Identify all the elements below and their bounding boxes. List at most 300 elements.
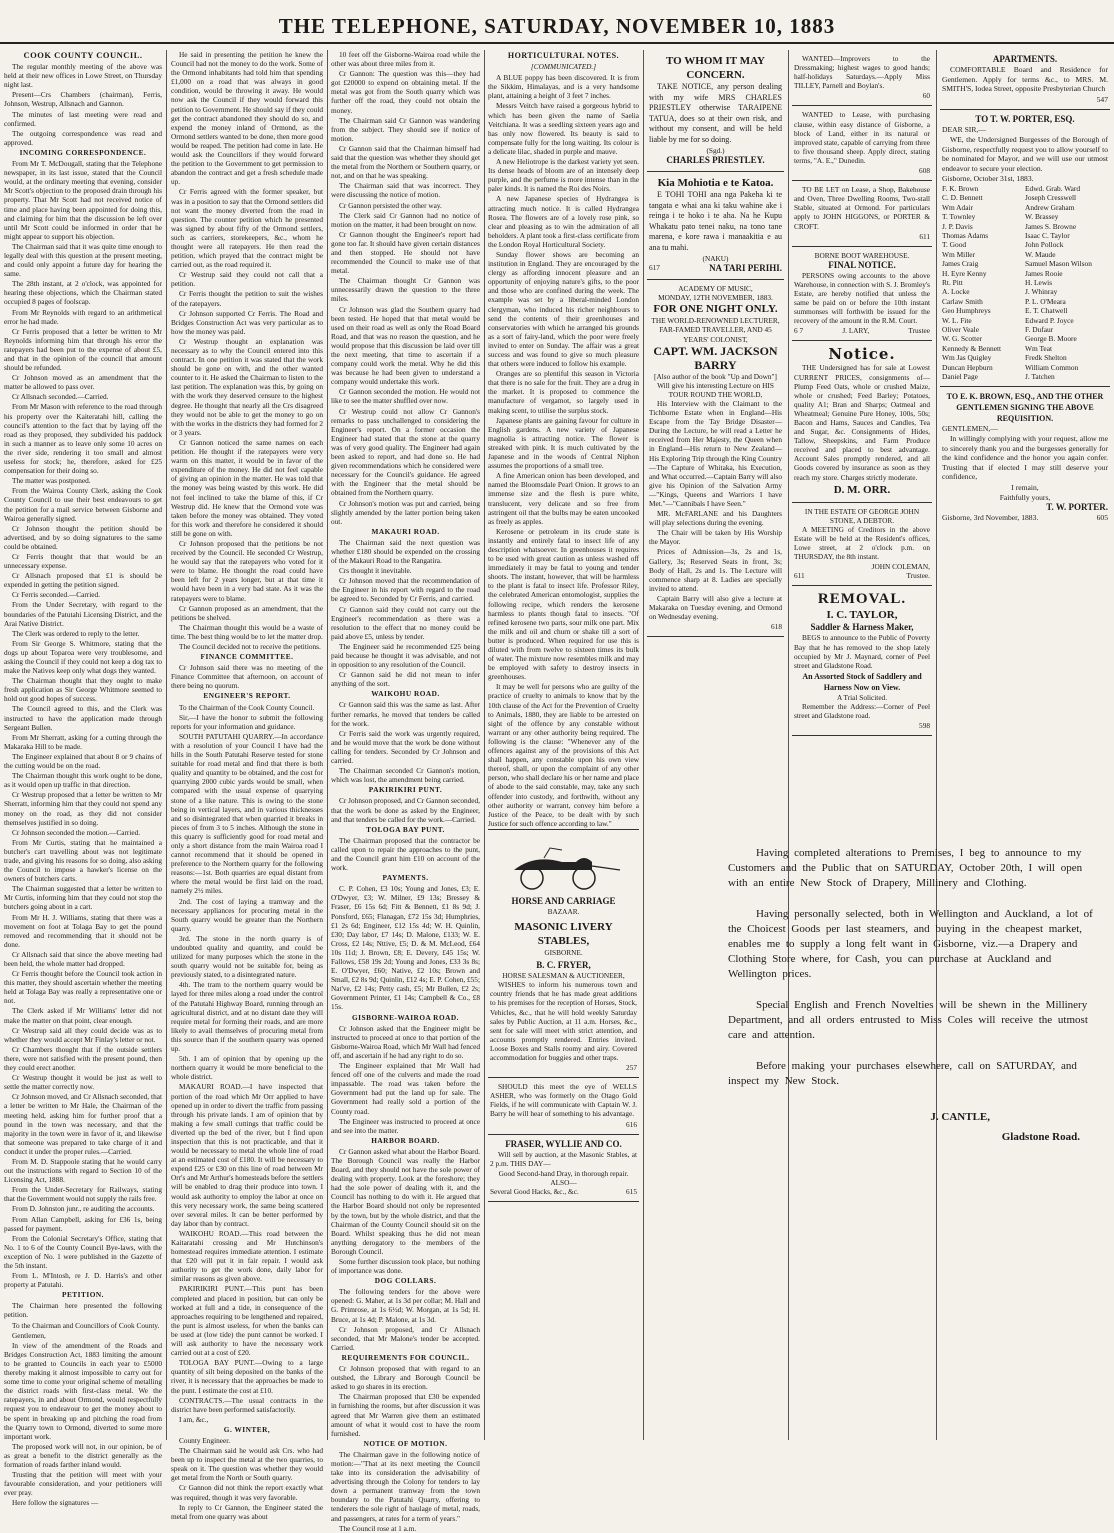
- ad-date: Gisborne, 3rd November, 1883.: [942, 513, 1039, 523]
- carriage-advertisement: [488, 829, 639, 1078]
- subheading: INCOMING CORRESPONDENCE.: [19, 147, 147, 157]
- article-paragraph: Cr Johnson seconded the motion.—Carried.: [12, 827, 141, 837]
- ad-number: 616: [626, 1119, 637, 1129]
- article-paragraph: Oranges are so plentiful this season in Victoria that there is no sale for the fruit. They are a drug in the market. It is proposed to commence the manufacture of vergamot, so largely used in making scent, to utilise the surplus stock.: [488, 369, 639, 415]
- signatory-name: George B. Moore: [1025, 334, 1077, 344]
- article-paragraph: The Chairman suggested that a letter be written to Mr Curtis, informing him that they could not stop the butchers going about in a cart.: [4, 884, 162, 912]
- signatory-name: T. Good: [942, 240, 967, 250]
- article-paragraph: Cr Gannon said they could not carry out the Engineer's recommendation as there was a resolution to the effect that no money could be paid above £5, unless by tender.: [331, 604, 480, 641]
- subheading: PAKIRIKIRI PUNT.: [368, 785, 443, 795]
- article-paragraph: The Chairman said that was incorrect. They were discussing the notice of motion.: [331, 181, 480, 200]
- article-paragraph: Cr Ferris proposed that a letter be written to Mr Reynolds informing him that through his error the ratepayers had been put to the expense of about £5, and that in the opinion of the council that amount should be refunded.: [4, 326, 162, 373]
- ad-line: I remain,: [1011, 483, 1039, 493]
- ad-body: A MEETING of Creditors in the above Estate will be held at the Resident's offices, Lowe street, at 2 o'clock p.m. on THURSDAY, the 8th instant.: [794, 524, 930, 562]
- ad-line: GENTLEMEN,—: [942, 424, 998, 434]
- column-rule: [788, 50, 789, 1440]
- article-paragraph: The Chairman thought that they ought to make fresh application as Sir George Whitmore seemed to hold out good hopes of success.: [4, 676, 162, 704]
- article-paragraph: Cr Johnson was glad the Southern quarry had been tested. He hoped that that metal would be used on their road as well as only the Road Board Road, and that was no reason the question, and he would propose that this discussion be laid over till the next meeting, that time to ascertain if a company could work the metal. Why he did this was because he had been given to understand a company would undertake this work.: [331, 304, 480, 387]
- article-paragraph: The Clerk was ordered to reply to the letter.: [12, 628, 140, 638]
- ad-number: 598: [919, 721, 930, 731]
- article-paragraph: Cr Ferris thought before the Council took action in this matter, they should ascertain whether the meeting held at Tolaga Bay was really a representative one or not.: [4, 969, 162, 1006]
- subheading: MAKAURI ROAD.: [371, 526, 440, 536]
- column-rule: [327, 50, 328, 1440]
- estate-advertisement: [792, 503, 932, 587]
- article-paragraph: Cr Gannon persisted the other way.: [339, 200, 442, 210]
- ad-body: COMFORTABLE Board and Residence for Gentlemen. Apply for terms &c., to MRS. M. SMITH'S, Iodea Street, opposite Presbyterian Church: [942, 65, 1108, 94]
- article-paragraph: Cr Westrup could not allow Cr Gannon's remarks to pass unchallenged to considering the Engineer's report. On a former occasion the Engineer had stated that the stone at the quarry was of very good quality. The Engineer had again been asked to report, and had done so. He had given recommendations which he considered were necessary for the Council's guidance. He agreed with the Engineer that the metal should be obtained from the Northern quarry.: [331, 406, 480, 498]
- article-paragraph: Gentlemen,: [12, 1330, 46, 1340]
- ad-body: His Interview with the Claimant to the Tichborne Estate when in England—His Escape from the Tay Bridge Disaster—During the Lecture, he will read a Letter he received from Her Majesty, the Queen when in England—His return to New Zealand—His Exploring Trip through the King Country—The Capture of Whitaka, his Execution, and What occurred.—Captain Barry will also give his Opinion of the Salvation Army—"Kings, Queens and Warriors I have Met."—"Cannibals I have Seen.": [649, 398, 782, 508]
- article-body: [171, 50, 323, 1521]
- article-paragraph: MAKAURI ROAD.—I have inspected that portion of the road which Mr Orr applied to have opened up in order to divert the traffic from passing through his private lands. I am of opinion that by making a few small cuttings that traffic could be diverted up the bed of the river, but I find upon inspection that this is not practicable, and that it would be necessary to metal the whole line of road at an estimated cost of £180. It will be necessary to expend £25 or £30 on this line of road between Mr Orr's and Mr Arthur's homesteads before the settlers will be enabled to drag their produce into town. I would ask authority to employ the labor at once on this very necessary work, the same being scattered over several miles. It can be better performed by day labor than by contract.: [171, 1082, 323, 1228]
- subheading: G. WINTER,: [223, 1424, 271, 1434]
- ad-paragraph: Before making your purchases elsewhere, call on SATURDAY, and inspect my New Stock.: [728, 1060, 1077, 1087]
- section-heading: HORTICULTURAL NOTES.: [507, 51, 620, 60]
- ad-number: 60: [922, 91, 930, 101]
- article-paragraph: 10 feet off the Gisborne-Wairoa road while the other was about three miles from it.: [331, 50, 480, 69]
- maori-notice-advertisement: [647, 172, 784, 280]
- academy-advertisement: [647, 280, 784, 637]
- ad-name: CHARLES PRIESTLEY.: [666, 155, 765, 166]
- article-paragraph: The Chairman thought this would be a waste of time. The best thing would be to let the matter drop.: [171, 622, 323, 641]
- signatory-name: Oliver Veale: [942, 325, 980, 335]
- article-paragraph: The Chairman said that it was quite time enough to legally deal with this question at the present meeting, and could only appoint a future day for hearing the same.: [4, 241, 162, 279]
- article-paragraph: TOLOGA BAY PUNT.—Owing to a large quantity of silt being deposited on the banks of the river, it is necessary that the approaches be made to the punt. I estimate the cost at £10.: [171, 1358, 323, 1395]
- ad-date: MONDAY, 12TH NOVEMBER, 1883.: [658, 293, 773, 303]
- section-heading: COOK COUNTY COUNCIL.: [23, 50, 143, 60]
- article-paragraph: A fine American onion has been developed, and named the Bloomsdale Pearl Onion. It grows to an immense size and the flesh is pure white, translucent, very delicate and so free from astringent oil that the bulbs may be eaten uncooked as freely as apples.: [488, 471, 639, 526]
- ad-title: TO T. W. PORTER, ESQ.: [975, 114, 1075, 125]
- porter-requisition: [940, 110, 1110, 387]
- ad-title: APARTMENTS.: [992, 54, 1058, 64]
- ad-title: BORNE BOOT WAREHOUSE.: [814, 250, 910, 260]
- column-rule: [166, 50, 167, 1440]
- signatory-name: Joseph Cresswell: [1025, 193, 1077, 203]
- ad-body: TAKE NOTICE, any person dealing with my wife MRS CHARLES PRIESTLEY otherwise TARAIPENE TATUA, does so at their own risk, and without my consent, and will be held liable by me for so doing.: [649, 82, 782, 144]
- ad-body: In willingly complying with your request, allow me to sincerely thank you and the burgesses generally for the kind confidence and the honor you again confer. Trusting that if elected I may still deserve your confidence,: [942, 434, 1108, 482]
- article-paragraph: From the Under Secretary, with regard to the boundaries of the Patutahi Licensing District, and the Arai Native District.: [4, 600, 162, 628]
- ad-line: ALSO—: [550, 1177, 577, 1187]
- signatory-name: A. Locke: [942, 287, 970, 297]
- article-paragraph: Here follow the signatures —: [12, 1498, 99, 1508]
- article-paragraph: Cr Gannon said he did not mean to infer anything of the sort.: [331, 670, 480, 689]
- article-paragraph: 4th. The tram to the northern quarry would be layed for three miles along a road under the control of the Patutahi Highway Board, running through an agricultural district, and at no distant date they will require metal for forming their roads, and are more likely to avail themselves of procuring metal from this source than if the southern quarry was opened up.: [171, 980, 323, 1054]
- article-paragraph: A new Heliotrope is the darkest variety yet seen. Its dense heads of bloom are of an intensely deep purple, and the perfume is more intense than in the paler kinds. It is named the Roi des Noirs.: [488, 157, 639, 194]
- article-paragraph: The Chairman here presented the following petition.: [4, 1301, 162, 1320]
- article-paragraph: Cr Ferris said the work was urgently required, and he would move that the work be done without calling for tenders. Seconded by Cr Johnson and carried.: [331, 728, 480, 766]
- article-paragraph: The Chairman gave in the following notice of motion:—"That at its next meeting the Council take into its consideration the advisability of advertising through the Colony for tenders to lay down a permanent tramway from the town boundary to the Patutahi Quarry, offering to tenderers the sole right of haulage of metal, roads, and passengers, at rates for a term of years.": [331, 1449, 480, 1523]
- article-paragraph: Kerosene or petroleum in its crude state is instantly and entirely fatal to insect life of any description whatsoever. In greenhouses it requires to be used with great caution as unless washed off immediately it may be fatal to young and tender shoots. The instant, however, that will be harmless to the plant is fatal to insect life. Professor Riley, the celebrated American entomologist, supplies the following recipe, which renders the kerosene harmless to plants though fatal to insects. "Of refined kerosene two parts, sour milk one part. Mix the milk and oil and churn or shake till a sort of butter is produced. When required for use this is diluted with from twelve to sixteen times its bulk of water. The mixture now resembles milk and may be employed with safety to destroy insects in greenhouses.: [488, 526, 639, 682]
- subheading: PETITION.: [61, 1290, 104, 1300]
- ad-body: THE Undersigned has for sale at Lowest CURRENT PRICES, consignments of—Plump Feed Oats, whole or crushed Maize, whole or crushed; Feed Barley; Potatoes, quality A1; Bran and Sharps; Oatmeal and Wheatmeal; Genuine Pure Honey, 100s, 50s; Bacon and Hams, Sauces and Candles, Tea and Sugar, &c. Consignments of Hides, Tallow, Sheepskins, and Farm Produce received and placed to best advantage. Account Sales promptly rendered, and all Goods covered by insurance as soon as they reach my store. Charges strictly moderate.: [794, 363, 930, 482]
- ad-line: [Also author of the book "Up and Down"] Will give his interesting Lecture on HIS TOUR ROUND THE WORLD,: [654, 371, 777, 399]
- article-paragraph: Cr Johnson asked that the Engineer might be instructed to proceed at once to that portion of the Gisborne-Wairoa Road, which Mr Wall had fenced off, and ascertain if he had any right to do so.: [331, 1023, 480, 1060]
- article-paragraph: The proposed work will not, in our opinion, be of as great a benefit to the district generally as the formation of roads farther inland would.: [4, 1441, 162, 1469]
- column-notices: [647, 50, 784, 730]
- ad-subtitle: BAZAAR.: [547, 906, 580, 916]
- article-paragraph: Japanese plants are gaining favour for culture in English gardens. A new variety of Japanese magnolia is attracting notice. The flower is streaked with pink. It is much cultivated by the Japanese and in the woods of Central Niphon assumes the proportions of a small tree.: [488, 415, 639, 471]
- orr-notice-advertisement: [792, 341, 932, 502]
- subheading: WAIKOHU ROAD.: [371, 689, 440, 699]
- article-paragraph: Cr Allsnach seconded.—Carried.: [12, 392, 109, 402]
- column-council-report-cont: [331, 50, 480, 1533]
- article-paragraph: From Mr H. J. Williams, stating that there was a movement on foot at Tolaga Bay to get the pound removed and recommending that it should not be done.: [4, 912, 162, 949]
- column-rule: [643, 50, 644, 1440]
- ad-line: A Trial Solicited.: [836, 692, 888, 702]
- article-paragraph: The minutes of last meeting were read and confirmed.: [4, 109, 162, 128]
- ad-title: Notice.: [828, 345, 896, 364]
- signatory-name: James Craig: [942, 259, 979, 269]
- signatory-name: James S. Browne: [1025, 221, 1077, 231]
- article-paragraph: Present—Crs Chambers (chairman), Ferris, Johnson, Westrup, Allsnach and Gannon.: [4, 90, 162, 109]
- column-rule: [936, 50, 937, 1440]
- ad-name: J. CANTLE,: [930, 1111, 990, 1123]
- ad-title: FINAL NOTICE.: [828, 259, 896, 270]
- article-paragraph: The Engineer explained that about 8 or 9 chains of the cutting would be on the road.: [4, 751, 162, 771]
- article-paragraph: From Mr Mason with reference to the road through his property over the Kaiteratahi hill, calling the council's attention to the fact that by laying off the road as they proposed, they subdivided his paddock in such a manner as to leave only some 10 acres on the river side, rendering it too small and almost useless for stock; he, therefore, asked for £25 compensation for their doing so.: [4, 402, 162, 476]
- ad-title: MASONIC LIVERY STABLES,: [514, 921, 613, 948]
- ad-body: Will sell by auction, at the Masonic Stables, at 2 p.m. THIS DAY—: [490, 1149, 637, 1168]
- ad-number: 257: [626, 1063, 637, 1073]
- article-paragraph: Crs thought it inevitable.: [339, 566, 412, 576]
- article-paragraph: From Sir George S. Whitmore, stating that the dogs up about Toparoa were very troublesome, and asking the Council if they could not keep a dog tax to make the Natives keep only what dogs they wanted.: [4, 638, 162, 676]
- article-paragraph: It may be well for persons who are guilty of the practice of cruelty to animals to know that by the 10th clause of the Act for the Prevention of Cruelty to Animals, 1880, they are liable to be arrested on sight of the offence by any constable without warrant or any other authority being required. The following is the clause: "Whenever any of the offences against any of the provisions of this Act shall happen, any constable upon his own view thereof, shall, or upon the complaint of any other person, who shall declare his or her name and place of abode to the said constable, may, take any such offender into custody, and forthwith, without any other authority or warrant, convey him before a Justice of the Peace, to be dealt with by such Justice for such offence according to law.": [488, 682, 639, 828]
- ad-title: TO E. K. BROWN, ESQ., AND THE OTHER GENTLEMEN SIGNING THE ABOVE REQUISITION.: [946, 392, 1104, 424]
- article-paragraph: Cr Chambers thought that if the outside settlers there, were not satisfied with the present pound, then they could erect another.: [4, 1044, 162, 1073]
- ad-title: Kia Mohiotia e te Katoa.: [657, 177, 774, 190]
- signatory-name: P. L. O'Meara: [1025, 296, 1066, 306]
- fraser-advertisement: [488, 1135, 639, 1202]
- ad-name: CAPT. WM. JACKSON BARRY: [653, 343, 778, 372]
- article-paragraph: The 28th instant, at 2 o'clock, was appointed for hearing these objections, which the Chairman stated occupied 8 pages of foolscap.: [4, 279, 162, 307]
- ad-line: An Assorted Stock of Saddlery and Harness Now on View.: [802, 671, 922, 692]
- article-paragraph: Cr Gannon said this was the same as last. After further remarks, he moved that tenders be called for the work.: [331, 700, 480, 728]
- signatory-name: William Common: [1025, 362, 1079, 372]
- article-body: [4, 62, 162, 1507]
- subheading: ENGINEER'S REPORT.: [203, 691, 291, 701]
- signatory-name: C. D. Bennett: [942, 193, 983, 203]
- ad-number: 611: [794, 571, 805, 581]
- ad-role: Trustee.: [906, 571, 930, 581]
- article-paragraph: From the Under-Secretary for Railways, stating that the Government would not supply the rails free.: [4, 1185, 162, 1204]
- article-paragraph: Cr Johnson's motion was put and carried, being slightly amended by the latter portion being taken out.: [331, 498, 480, 526]
- article-paragraph: Cr Allsnach proposed that £1 is should be expended in getting the petition signed.: [4, 571, 162, 590]
- article-paragraph: Cr Ferris thought that that would be an unnecessary expense.: [4, 551, 162, 571]
- column-horticulture: [488, 50, 639, 1440]
- article-paragraph: In reply to Cr Gannon, the Engineer stated the metal from one quarry was about: [171, 1502, 323, 1521]
- removal-advertisement: [792, 586, 932, 736]
- signatory-name: Duncan Hepburn: [942, 362, 993, 372]
- column-council-report: [4, 50, 162, 1508]
- article-paragraph: Cr Johnson moved as an amendment that the matter be allowed to pass over.: [4, 373, 162, 392]
- article-paragraph: From the Colonial Secretary's Office, stating that No. 1 to 6 of the County Council Bye-laws, with the exception of No. 1 were published in the Gazette of the 5th instant.: [4, 1233, 162, 1270]
- subheading: HARBOR BOARD.: [371, 1135, 440, 1145]
- article-paragraph: The outgoing correspondence was read and approved.: [4, 128, 162, 147]
- article-body: [488, 73, 639, 828]
- article-paragraph: Some further discussion took place, but nothing of importance was done.: [331, 1257, 480, 1276]
- ad-body: BEGS to announce to the Public of Poverty Bay that he has removed to the shop lately occupied by Mr J. Maynard, corner of Peel street and Gladstone Road.: [794, 633, 930, 670]
- signatory-column: [1025, 184, 1108, 382]
- ad-role: Saddler & Harness Maker,: [810, 622, 914, 633]
- article-paragraph: To the Chairman of the Cook County Council.: [179, 702, 315, 712]
- ad-body: [728, 846, 1100, 1089]
- ad-paragraph: Having personally selected, both in Wellington and Auckland, a lot of the Choicest Goods per last steamers, and buying in the cheapest market, enables me to supply a long felt want in Gisborne, viz.—a Drapery and Clothing Store where, for Cash, you can purchase at Auckland and Wellington prices.: [728, 908, 1093, 980]
- ad-body: PERSONS owing accounts to the above Warehouse, in connection with S. J. Bromley's Estate, are hereby notified that unless the same be paid on or before the 10th instant summonses will forthwith be issued for the recovery of the amount in the R.M. Court.: [794, 270, 930, 326]
- ad-line: (Sgd.): [706, 146, 725, 155]
- signatory-column: [942, 184, 1025, 382]
- article-paragraph: CONTRACTS.—The usual contracts in the district have been performed satisfactorily.: [171, 1395, 323, 1414]
- ad-name: T. W. PORTER.: [1046, 502, 1108, 513]
- column-rule: [484, 50, 485, 1440]
- article-paragraph: To the Chairman and Councillors of Cook County.: [12, 1320, 160, 1330]
- signatory-name: Edward P. Joyce: [1025, 315, 1074, 325]
- subheading: PAYMENTS.: [382, 873, 429, 883]
- ad-role: Trustee: [908, 326, 930, 336]
- article-paragraph: Cr Johnson proposed that with regard to an outshed, the Library and Borough Council be asked to go shares in its erection.: [331, 1364, 480, 1392]
- article-paragraph: Cr Westrup proposed that a letter be written to Mr Sherratt, informing him that they could not spend any money on the road, as they did not consider themselves justified in so doing.: [4, 790, 162, 827]
- article-paragraph: Cr Gannon did not think the report exactly what was required, though it was very favorable.: [171, 1483, 323, 1502]
- masthead: [0, 0, 1114, 44]
- article-paragraph: He said in presenting the petition he knew the Council had not the money to do the work. Some of the Ormond inhabitants had told him that spending £1,000 on a road that was always in good condition, would be throwing it away. He would now ask the Council if they would forward this petition to Government. He should say if they could get the contract abandoned they should do so, and expend the money inland of Ormond, as the Ormond settlers wanted to be done, then more good would be reaped. The petition had come in late. He would ask the Councillors if they would forward the petition to the Government to get permission to abandon the contract and get a fresh schedule made up.: [171, 50, 323, 187]
- ad-title: TO WHOM IT MAY CONCERN.: [666, 55, 765, 81]
- signatory-name: F. Dufaur: [1025, 325, 1054, 335]
- subheading: FINANCE COMMITTEE.: [200, 652, 294, 662]
- signatory-name: Isaac C. Taylor: [1025, 230, 1070, 240]
- ad-body: Remember the Address:—Corner of Peel street and Gladstone road.: [794, 701, 930, 720]
- apartments-advertisement: [940, 50, 1110, 110]
- signatory-name: Rt. Pitt: [942, 278, 963, 287]
- article-paragraph: Cr Johnson proposed, and Cr Allsnach seconded, that Mr Malone's tender be accepted. Carried.: [331, 1324, 480, 1352]
- signatory-name: J. Tatchen: [1025, 372, 1055, 382]
- ad-name: I. C. TAYLOR,: [826, 609, 898, 622]
- to-let-advertisement: [792, 181, 932, 247]
- ad-title: FRASER, WYLLIE AND CO.: [505, 1138, 622, 1149]
- masthead-title: THE TELEPHONE, SATURDAY, NOVEMBER 10, 1883: [278, 14, 836, 38]
- article-paragraph: Cr Johnson moved that the recommendation of the Engineer in his report with regard to the road be agreed to. Seconded by Cr Ferris, and carried.: [331, 576, 480, 604]
- article-paragraph: Cr Westrup thought it would be just as well to settle the matter correctly now.: [4, 1073, 162, 1092]
- signatory-name: J. Whinray: [1025, 287, 1058, 297]
- signatory-name: Samuel Mason Wilson: [1025, 259, 1092, 269]
- ad-date: Gisborne, October 31st, 1883.: [942, 174, 1034, 184]
- column-council-report-cont: [171, 50, 323, 1521]
- whom-it-may-concern-advertisement: [647, 50, 784, 172]
- signatory-list: [942, 184, 1108, 382]
- article-paragraph: SOUTH PATUTAHI QUARRY.—In accordance with a resolution of your Council I have had the hills in the South Patutahi Reserve tested for stone suitable for road metal and find that there is both quality and quantity to be obtained, and the cost for quarrying 2000 cubic yards would be small, when compared with the usual expense of quarrying stone of a like nature. This is owing to the stone being in vertical layers, and in various thicknesses and so disintegrated that when quarried it breaks in pieces of from 3 to 5 inches. Although the stone in this quarry is sufficiently good for road metal and only a short distance from the main Wairoa road I cannot recommend that it should be opened in preference to the Northern quarry for the following reasons:—1st. Both quarries are equal distant from where the metal would be first laid on the road, namely 2½ miles.: [171, 731, 323, 896]
- ad-name: B. C. FRYER,: [536, 960, 591, 971]
- article-paragraph: Cr Gannon: The question was this—they had got £20000 to expend on obtaining metal. If the metal was got from the South quarry which was further off the road, they could not obtain the money.: [331, 69, 480, 115]
- signatory-name: W. Brassey: [1025, 212, 1059, 222]
- article-paragraph: Cr Johnson moved, and Cr Allsnach seconded, that a letter be written to Mr Hale, the Chairman of the meeting held, asking him for further proof that a pound in the town was necessary, and that the majority in the town were in favor of it, and likewise that someone was prepared to take charge of it and conduct it under the proper rules.—Carried.: [4, 1092, 162, 1156]
- article-paragraph: A BLUE poppy has been discovered. It is from the Sikkim, Himalayas, and is a very handsome plant, attaining a height of 3 feet 7 inches.: [488, 73, 639, 101]
- signatory-name: J. P. Davis: [942, 221, 973, 231]
- article-paragraph: Cr Gannon asked what about the Harbor Board. The Borough Council was really the Harbor Board, and they should not have the sole power of dealing with property. Look at the foreshore; they had the sole power of dealing with it, and the Council has nothing to do with it. He argued that the Harbor Board should not only be represented by the town, but by the whole district, and that the Chairman of the County Council should sit on the Board. Whilst speaking thus he did not mean anything derogatory to the members of the Borough Council.: [331, 1146, 480, 1256]
- article-paragraph: The Chairman thought this work ought to be done, as it would open up traffic in that direction.: [4, 771, 162, 790]
- signatory-name: James Rooie: [1025, 268, 1063, 278]
- ad-title: ACADEMY OF MUSIC,: [678, 284, 753, 294]
- article-paragraph: From L. M'Intosh, re J. D. Harris's and other property at Patutahi.: [4, 1271, 162, 1290]
- article-paragraph: From the Wairoa County Clerk, asking the Cook County Council to use their best endeavours to get the petition for a mail service between Gisborne and Wairoa generally signed.: [4, 486, 162, 523]
- article-paragraph: From Mr Sherratt, asking for a cutting through the Makaraka Hill to be made.: [4, 732, 162, 751]
- article-paragraph: Cr Gannon said that the Chairman himself had said that the question was whether they should get the metal from the Northern or Southern quarry, or not, and on that he was speaking.: [331, 143, 480, 181]
- ad-body: TO BE LET on Lease, a Shop, Bakehouse and Oven, Three Dwelling Rooms, Two-stall Stable, situated at Ormond. For particulars apply to JOHN HIGGONS, or PORTER & CROFT.: [794, 185, 930, 231]
- article-paragraph: Cr Westrup said all they could decide was as to whether they would accept Mr Finlay's letter or not.: [4, 1025, 162, 1044]
- ad-number: 615: [626, 1187, 637, 1197]
- ad-number: 6 7: [794, 326, 804, 336]
- signatory-name: Wm Teat: [1025, 343, 1053, 353]
- signatory-name: Thomas Adams: [942, 230, 989, 240]
- article-paragraph: The Council decided not to receive the petitions.: [179, 642, 321, 651]
- ad-paragraph: Special English and French Novelties will be shewn in the Millinery Department, and all orders entrusted to Miss Coles will receive the utmost care and attention.: [728, 999, 1088, 1041]
- article-paragraph: The Chairman said Cr Gannon was wandering from the subject. They should see if notice of motion.: [331, 115, 480, 143]
- article-paragraph: The following tenders for the above were opened: G. Maher, at 1s 3d per collar; M. Hall and G. Primrose, at 1s 6½d; W. Morgan, at 1s 5d; H. Bruce, at 1s 4d; P. Malone, at 1s 3d.: [331, 1287, 480, 1324]
- ad-body: MR. McFARLANE and his Daughters will play selections during the evening.: [649, 509, 782, 528]
- article-paragraph: Cr Johnson proposed that the petitions be not received by the Council. He seconded Cr Westrup, he would say that the ratepayers who voted for it were to blame. He thought the road could have been left for 2 years longer, but at that time it would have been in a very bad state. As it was the ratepayers were to blame.: [171, 538, 323, 603]
- article-paragraph: The Chairman said the next question was whether £180 should be expended on the crossing of the Makauri Road to the Rangatira.: [331, 537, 480, 566]
- article-paragraph: C. P. Cohen, £3 10s; Young and Jones, £3; E. O'Dwyer, £3; W. Milner, £9 13s; Bressey & Fraser, £6 15s 6d; Fitt & Bennett, £1 8s 9d; J. Ponsford, £65; Flanagan, £72 15s 3d; Humphries, £1 2s 6d; Engineer, £12 15s 4d; W. H. Quinlin, £30; Day labor, £7 14s; D. Malone, £133; W. E. Cross, £2 14s; Nttive, £5; D. & M. McLeod, £64 10s 11d; J. Brown, £8; E. Devery, £45 15s; W. Fallows, £58 19s 2d; Young and Jones, £33 3s 8s; E. O'Dwyer, £60; Native, £2 10s; Brown and Small, £2 8s 9d; Quinlin, £12 4s; E. P. Cohen, £55; Nat've, £2 14s; Petty cash, £5; Mr Bullen, £2 2s; Government Printer, £1 14s; Campbell & Co., £8 15s.: [331, 884, 480, 1012]
- article-paragraph: 3rd. The stone in the north quarry is of undoubted quality and quantity, and could be utilized for many purposes which the stone in the south quarry would not be suitable for, being as previously stated, to a disintegrated nature.: [171, 933, 323, 980]
- article-paragraph: I am, &c.,: [179, 1414, 209, 1424]
- column-advertisements: [792, 50, 932, 730]
- signatory-name: Geo Humphreys: [942, 306, 991, 316]
- subheading: DOG COLLARS.: [374, 1276, 437, 1286]
- ad-line: (NAKU): [702, 254, 729, 264]
- article-paragraph: Cr Gannon thought the Engineer's report had gone too far. It should have given certain distances and then stopped. He should not have recommended the Council to make use of that metal.: [331, 229, 480, 276]
- ad-name: D. M. ORR.: [833, 483, 891, 496]
- ad-number: 618: [771, 622, 782, 632]
- ad-paragraph: Having completed alterations to Premises, I beg to announce to my Customers and the Public that on SATURDAY, October 20th, I will open with an entire New Stock of Drapery, Millinery and Clothing.: [728, 847, 1083, 889]
- signatory-name: Fredk Shelton: [1025, 353, 1067, 363]
- article-paragraph: The Clerk said Cr Gannon had no notice of motion on the matter, it had been brought on now.: [331, 210, 480, 229]
- ad-name: JOHN COLEMAN,: [871, 562, 930, 572]
- article-paragraph: Messrs Veitch have raised a gorgeous hybrid to which has been given the name of Saelia Veitchiana. It was a seedling sixteen years ago and has only now flowered. Its beauty is said to compensate fully for the long waiting. Its colour is a delicate lilac, shaded in purple and mauve.: [488, 101, 639, 156]
- subheading: REQUIREMENTS FOR COUNCIL.: [341, 1352, 470, 1362]
- article-paragraph: Cr Ferris seconded.—Carried.: [12, 590, 100, 600]
- cantle-advertisement: [728, 846, 1100, 1143]
- signatory-name: T. Townley: [942, 212, 976, 222]
- article-paragraph: From Allan Campbell, asking for £36 1s, being passed for payment.: [4, 1214, 162, 1233]
- ad-line: Good Second-hand Dray, in thorough repair.: [498, 1168, 629, 1178]
- wanted-lease-advertisement: [792, 106, 932, 181]
- carriage-illustration-icon: [504, 840, 624, 892]
- article-paragraph: County Engineer.: [179, 1435, 231, 1445]
- article-paragraph: From Mr Reynolds with regard to an arithmetical error he had made.: [4, 307, 162, 326]
- article-paragraph: Cr Westrup said they could not call that a petition.: [171, 270, 323, 289]
- signatory-name: H. Eyre Kenny: [942, 268, 987, 278]
- article-paragraph: Cr Westrup thought an explanation was necessary as to why the Council entered into this contract. In one petition it was stated that the work should be gone on with, and the other wanted counter to it. He asked the Chairman to listen to the last petition. The explanation was this, by going on with the work they deserved censure to the highest degree. He thought that nearly all the Crs disagreed they would not be able to get the money to go on with the works in the districts they had formed for 2 or 3 years.: [171, 336, 323, 437]
- article-paragraph: The Engineer was instructed to proceed at once and see into the matter.: [331, 1116, 480, 1135]
- ad-body: SHOULD this meet the eye of WELLS ASHER, who was formerly on the Otago Gold Fields, if he will communicate with Captain W. J. Barry he will hear of something to his advantage.: [490, 1082, 637, 1119]
- article-paragraph: Cr Johnson proposed, and Cr Gannon seconded, that the work be done as asked by the Engineer, and that tenders be called for the work.—Carried.: [331, 796, 480, 824]
- porter-reply: [940, 387, 1110, 527]
- signatory-name: John Pollock: [1025, 240, 1064, 250]
- signatory-name: H. Lewis: [1025, 278, 1053, 287]
- article-paragraph: Cr Ferris agreed with the former speaker, but was in a position to say that the Ormond settlers did not want the money diverted from the road in question. The counter petition which he presented was signed by about fifty of the Ormond settlers, such as carriers, storekeepers, &c., whom he thought were all ratepayers. He then read the petition, which prayed that the contract might be carried out, as the road required it.: [171, 187, 323, 270]
- signatory-name: Wm Adair: [942, 202, 973, 212]
- article-paragraph: Cr Gannon seconded the motion. He would not like to see the matter shuffled over now.: [331, 387, 480, 406]
- ad-number: 547: [1096, 94, 1108, 104]
- ad-number: 617: [649, 263, 660, 273]
- ad-body: Prices of Admission—3s, 2s and 1s, Gallery, 3s; Reserved Seats in front, 3s; Body of Hall, 2s and 1s. The Lecture will commence sharp at 8. Ladies are specially invited to attend.: [649, 547, 782, 593]
- column-requisition: [940, 50, 1110, 730]
- byline: [COMMUNICATED.]: [530, 62, 597, 72]
- ad-body: Captain Barry will also give a lecture at Makaraka on Tuesday evening, and Ormond on Wednesday evening.: [649, 593, 782, 622]
- wanted-advertisement: [792, 50, 932, 106]
- article-paragraph: The Chairman thought Cr Gannon was unnecessarily drawn the question to the three miles.: [331, 276, 480, 304]
- article-paragraph: PAKIRIKIRI PUNT.—This punt has been completed and placed in position, but can only be worked at full and a tide, in consequence of the approaches requiring to be lengthened and repaired, the punt is almost useless, for when the banks can be used at (low tide) the punt cannot be worked. I will ask authority to have the necessary work carried out at a cost of £20.: [171, 1284, 323, 1358]
- ad-subtitle: GISBORNE.: [544, 948, 583, 958]
- boot-warehouse-advertisement: [792, 247, 932, 342]
- article-paragraph: Cr Johnson supported Cr Ferris. The Road and Bridges Construction Act was very particular as to how the money was paid.: [171, 308, 323, 336]
- article-paragraph: In view of the amendment of the Roads and Bridges Construction Act, 1883 limiting the amount to be granted to Councils in each year to £5000 thereby making it almost impossible to carry out for some time to come your original scheme of metalling the district roads with first-class metal. We the ratepayers, in and about Ormond, would respectfully request you to endeavour to get the money about to be spent in breaking up and pitching the road from the Quarry town to Ormond, diverted to some more important work.: [4, 1340, 162, 1441]
- ad-body: WISHES to inform his numerous town and country friends that he has made great additions to his premises for the reception of Horses, Stock, Vehicles, &c., that he will hold weekly Saturday sales by Public Auction, at 11 a.m. Horses, &c., sent for sale will meet with strict attention, and accounts promptly rendered. Entries invited. Loose Boxes and Stalls roomy and airy. Covered accommodation for buggies and other traps.: [490, 980, 637, 1062]
- article-paragraph: Cr Gannon noticed the same names on each petition. He thought if the ratepayers were very warm on this matter, it would be in favor of the expenditure of the money. He did not feel capable of giving an opinion in the matter. He was told that the money was being wasted by this work. He did not feel inclined to take the blame of this, if Cr Westrup did. He knew that the Ormond vote was taken before the money was obtained. They voted for this work and therefore he considered it should still be gone on with.: [171, 437, 323, 538]
- ad-line: Faithfully yours,: [999, 492, 1051, 502]
- article-paragraph: From Mr Curtis, stating that he maintained a butcher's cart travelling about was not legitimate trade, and giving his reasons for so doing, also asking the Council to impose a hawker's license on the owners of butchers carts.: [4, 837, 162, 884]
- ad-number: 605: [1096, 513, 1108, 523]
- signatory-name: W. Maude: [1025, 249, 1056, 259]
- ad-title: REMOVAL.: [817, 591, 907, 608]
- article-paragraph: Trusting that the petition will meet with your favourable consideration, and your petitioners will ever pray.: [4, 1470, 162, 1498]
- article-paragraph: Cr Allsnach said that since the above meeting had been held, the whole matter had dropped.: [4, 949, 162, 968]
- article-paragraph: Sir,—I have the honor to submit the following reports for your information and guidance.: [171, 712, 323, 731]
- ad-number: 608: [919, 166, 930, 176]
- ad-body: WANTED to Lease, with purchasing clause, within easy distance of Gisborne, a block of Land, either in its natural or improved state, capable of carrying from three to five thousand sheep. Apply direct, stating terms, "A. E.," Dunedin.: [794, 110, 930, 165]
- article-paragraph: The Council rose at 1 a.m.: [339, 1523, 417, 1533]
- article-paragraph: The Clerk asked if Mr Williams' letter did not make the matter on that point, clear enough.: [4, 1006, 162, 1025]
- ad-line: DEAR SIR,—: [942, 125, 986, 135]
- ad-line: Several Good Hacks, &c., &c.: [490, 1187, 579, 1197]
- article-paragraph: The matter was postponed.: [12, 476, 91, 486]
- ad-body: The Chair will be taken by His Worship the Mayor.: [649, 528, 782, 547]
- signatory-name: Edwd. Grab. Ward: [1025, 183, 1081, 193]
- signatory-name: E. T. Chatwell: [1025, 306, 1068, 316]
- article-paragraph: The Engineer explained that Mr Wall had fenced off one of the culverts and made the road impassable. The road was taken before the Government had put the land up for sale. The Government had really sold a portion of the County road.: [331, 1061, 480, 1116]
- article-paragraph: From Mr T. McDougall, stating that the Telephone newspaper, in its last issue, stated that the Council would, at the ordinary meeting that evening, consider Mr Scott's objection to the proposed drain through his property. That Mr Scott had not received notice of time and place having been appointed for doing this, and claiming for him that the discussion be left over until Mr Scott could be informed in order that he might appear to support his objection.: [4, 159, 162, 241]
- signatory-name: Andrew Graham: [1025, 202, 1075, 212]
- article-paragraph: The Council agreed to this, and the Clerk was instructed to have the application made through Sergeant Bullen.: [4, 704, 162, 732]
- ad-body: WANTED—Improvers to the Dressmaking; highest wages to good hands; half-holidays Saturdays.—Apply Miss TILLEY, Parnell and Boylan's.: [794, 54, 930, 91]
- article-paragraph: The Chairman seconded Cr Gannon's motion, which was lost, the amendment being carried.: [331, 766, 480, 785]
- ad-title: FOR ONE NIGHT ONLY.: [653, 303, 778, 316]
- article-paragraph: The Chairman said he would ask Crs. who had been up to inspect the metal at the two quarries, to speak on it. The question was whether they would get metal from the North or South quarry.: [171, 1446, 323, 1483]
- ad-name: NA TARI PERIHI.: [709, 263, 782, 274]
- signatory-name: Wm Miller: [942, 249, 976, 259]
- signatory-name: Wm Jas Quigley: [942, 353, 992, 363]
- article-paragraph: Cr Ferris thought the petition to suit the wishes of the ratepayers.: [171, 289, 323, 308]
- article-paragraph: 5th. I am of opinion that by opening up the northern quarry it would be more beneficial to the whole district.: [171, 1054, 323, 1082]
- article-paragraph: The regular monthly meeting of the above was held at their new offices in Lowe Street, on Thursday night last.: [4, 62, 162, 90]
- ad-body: E TOHI TOHI ana nga Pakeha ki te tangata e whai ana ki taku wahine ake i reinga i te hoko i te aha. Na he Kupu Whakatu pato tenei naku, na tono tane marena, e kore rawa i manaakitia e au ana tu mahi.: [649, 190, 782, 252]
- signatory-name: Carlaw Smith: [942, 296, 983, 306]
- ad-title: IN THE ESTATE OF GEORGE JOHN STONE, A DEBTOR.: [804, 506, 920, 525]
- signatory-name: Kennedy & Bennett: [942, 343, 1002, 353]
- article-paragraph: Sunday flower shows are becoming an institution in England. They are encouraged by the clergy as affording innocent pleasure and an opportunity of enjoying nature's gifts, to the poor and those who are confined during the week. The example was set by a liberal-minded London clergyman, who induced his richer neighbours to send the contents of their greenhouses and conservatories with which he arranged his grounds as a sort of fairy-land, which the poor were freely invited to enter on Sunday. The affair was a great success and was found to give so much pleasure that others were induced to follow his example.: [488, 249, 639, 369]
- article-paragraph: The Engineer said he recommended £25 being paid because he thought it was advisable, and not in opposition to any resolution of the Council.: [331, 641, 480, 670]
- article-paragraph: The Chairman proposed that £30 be expended in furnishing the rooms, but after discussion it was agreed that Mr Warren give them an estimated amount of what it would cost to have the room furnished.: [331, 1392, 480, 1438]
- ad-name: J. LARY,: [842, 326, 870, 336]
- ad-body: WE, the Undersigned Burgesses of the Borough of Gisborne, respectfully request you to allow yourself to be nominated for Mayor, and we will use our utmost endeavor to secure your election.: [942, 134, 1108, 173]
- ad-role: HORSE SALESMAN & AUCTIONEER,: [502, 971, 625, 981]
- ad-line: THE WORLD-RENOWNED LECTURER, FAR-FAMED TRAVELLER, AND 45 YEARS' COLONIST,: [651, 316, 780, 344]
- wells-advertisement: [488, 1078, 639, 1134]
- article-paragraph: WAIKOHU ROAD.—This road between the Kaitaratahi crossing and Mr Hutchinson's homestead requires immediate attention. I estimate that £20 will put it in fair repair. I would ask authority to get the work done, daily labor for similar reasons as given above.: [171, 1228, 323, 1284]
- article-paragraph: 2nd. The cost of laying a tramway and the necessary appliances for procuring metal in the South quarry would be greater than the Northern quarry.: [171, 896, 323, 933]
- article-paragraph: Cr Johnson thought the petition should be advertised, and by so doing signatures to the same could be obtained.: [4, 523, 162, 551]
- ad-title: HORSE AND CARRIAGE: [511, 895, 616, 906]
- ad-address: Gladstone Road.: [1001, 1131, 1080, 1143]
- subheading: NOTICE OF MOTION.: [363, 1438, 448, 1448]
- signatory-name: W. L. Fite: [942, 315, 972, 325]
